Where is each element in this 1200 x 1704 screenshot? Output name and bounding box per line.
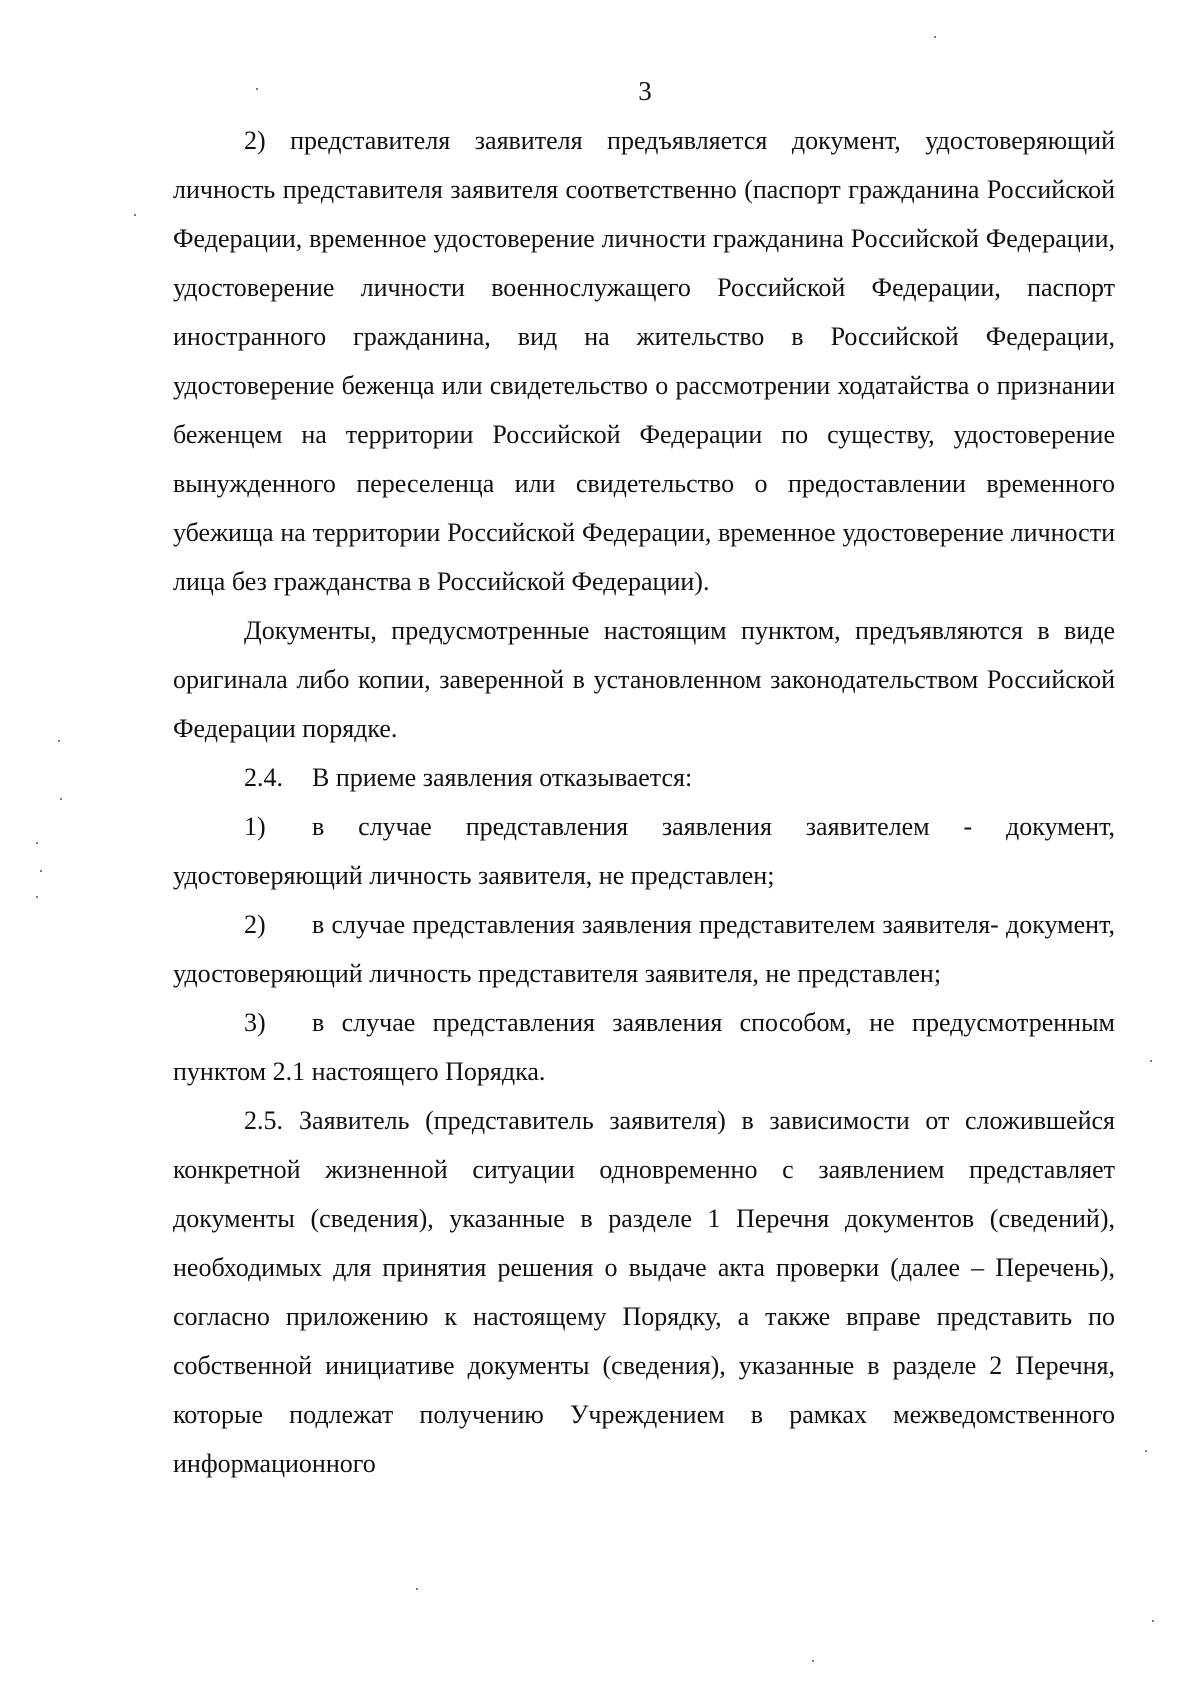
clause-number: 2.4. (244, 763, 283, 792)
list-marker: 1) (244, 812, 266, 841)
scan-speck (1152, 1620, 1154, 1622)
paragraph-text: в случае представления заявления представителем заявителя- документ, удостоверяющий личность представителя заявителя, не представлен; (173, 910, 1115, 988)
paragraph-document-form (173, 606, 1115, 753)
paragraph-text: 2) представителя заявителя предъявляется документ, удостоверяющий личность представителя заявителя соответственно (паспорт гражданина Российской Федерации, временное удостоверение личности гражданина Российской Федерации, удостоверение личности военнослужащего Российской Федерации, паспорт иностранного гражданина, вид на жительство в Российской Федерации, удостоверение беженца или свидетельство о рассмотрении ходатайства о признании беженцем на территории Российской Федерации по существу, удостоверение вынужденного переселенца или свидетельство о предоставлении временного убежища на территории Российской Федерации, временное удостоверение личности лица без гражданства в Российской Федерации). (173, 126, 1115, 596)
paragraph-text: в случае представления заявления заявителем - документ, удостоверяющий личность заявителя, не представлен; (173, 812, 1115, 890)
paragraph-text: в случае представления заявления способом, не предусмотренным пунктом 2.1 настоящего Порядка. (173, 1008, 1115, 1086)
scan-speck (60, 798, 62, 800)
scan-speck (40, 870, 42, 872)
list-marker: 2) (244, 910, 266, 939)
paragraph-text: Заявитель (представитель заявителя) в зависимости от сложившейся конкретной жизненной ситуации одновременно с заявлением представляет документы (сведения), указанные в разделе 1 Перечня документов (сведений), необходимых для принятия решения о выдаче акта проверки (далее – Перечень), согласно приложению к настоящему Порядку, а также вправе представить по собственной инициативе документы (сведения), указанные в разделе 2 Перечня, которые подлежат получению Учреждением в рамках межведомственного информационного (173, 1106, 1115, 1478)
paragraph-text: Документы, предусмотренные настоящим пунктом, предъявляются в виде оригинала либо копии, заверенной в установленном законодательством Российской Федерации порядке. (173, 616, 1115, 743)
scan-speck (256, 88, 258, 90)
paragraph-2-5 (173, 1096, 1115, 1488)
paragraph-2-4 (173, 753, 1115, 802)
clause-number: 2.5. (244, 1106, 283, 1135)
scan-speck (812, 1660, 814, 1662)
list-marker: 3) (244, 1008, 266, 1037)
paragraph-refusal-1 (173, 802, 1115, 900)
page-number: 3 (638, 76, 652, 106)
paragraph-refusal-3 (173, 998, 1115, 1096)
paragraph-refusal-2 (173, 900, 1115, 998)
scan-speck (36, 896, 38, 898)
scan-speck (134, 214, 136, 216)
paragraph-representative-documents (173, 116, 1115, 606)
scan-speck (1145, 1450, 1147, 1452)
scan-speck (934, 36, 936, 38)
scan-speck (58, 740, 60, 742)
scan-speck (36, 842, 38, 844)
paragraph-text: В приеме заявления отказывается: (312, 763, 693, 792)
scan-speck (1150, 1060, 1152, 1062)
document-body (173, 116, 1115, 1488)
scan-speck (416, 1588, 418, 1590)
